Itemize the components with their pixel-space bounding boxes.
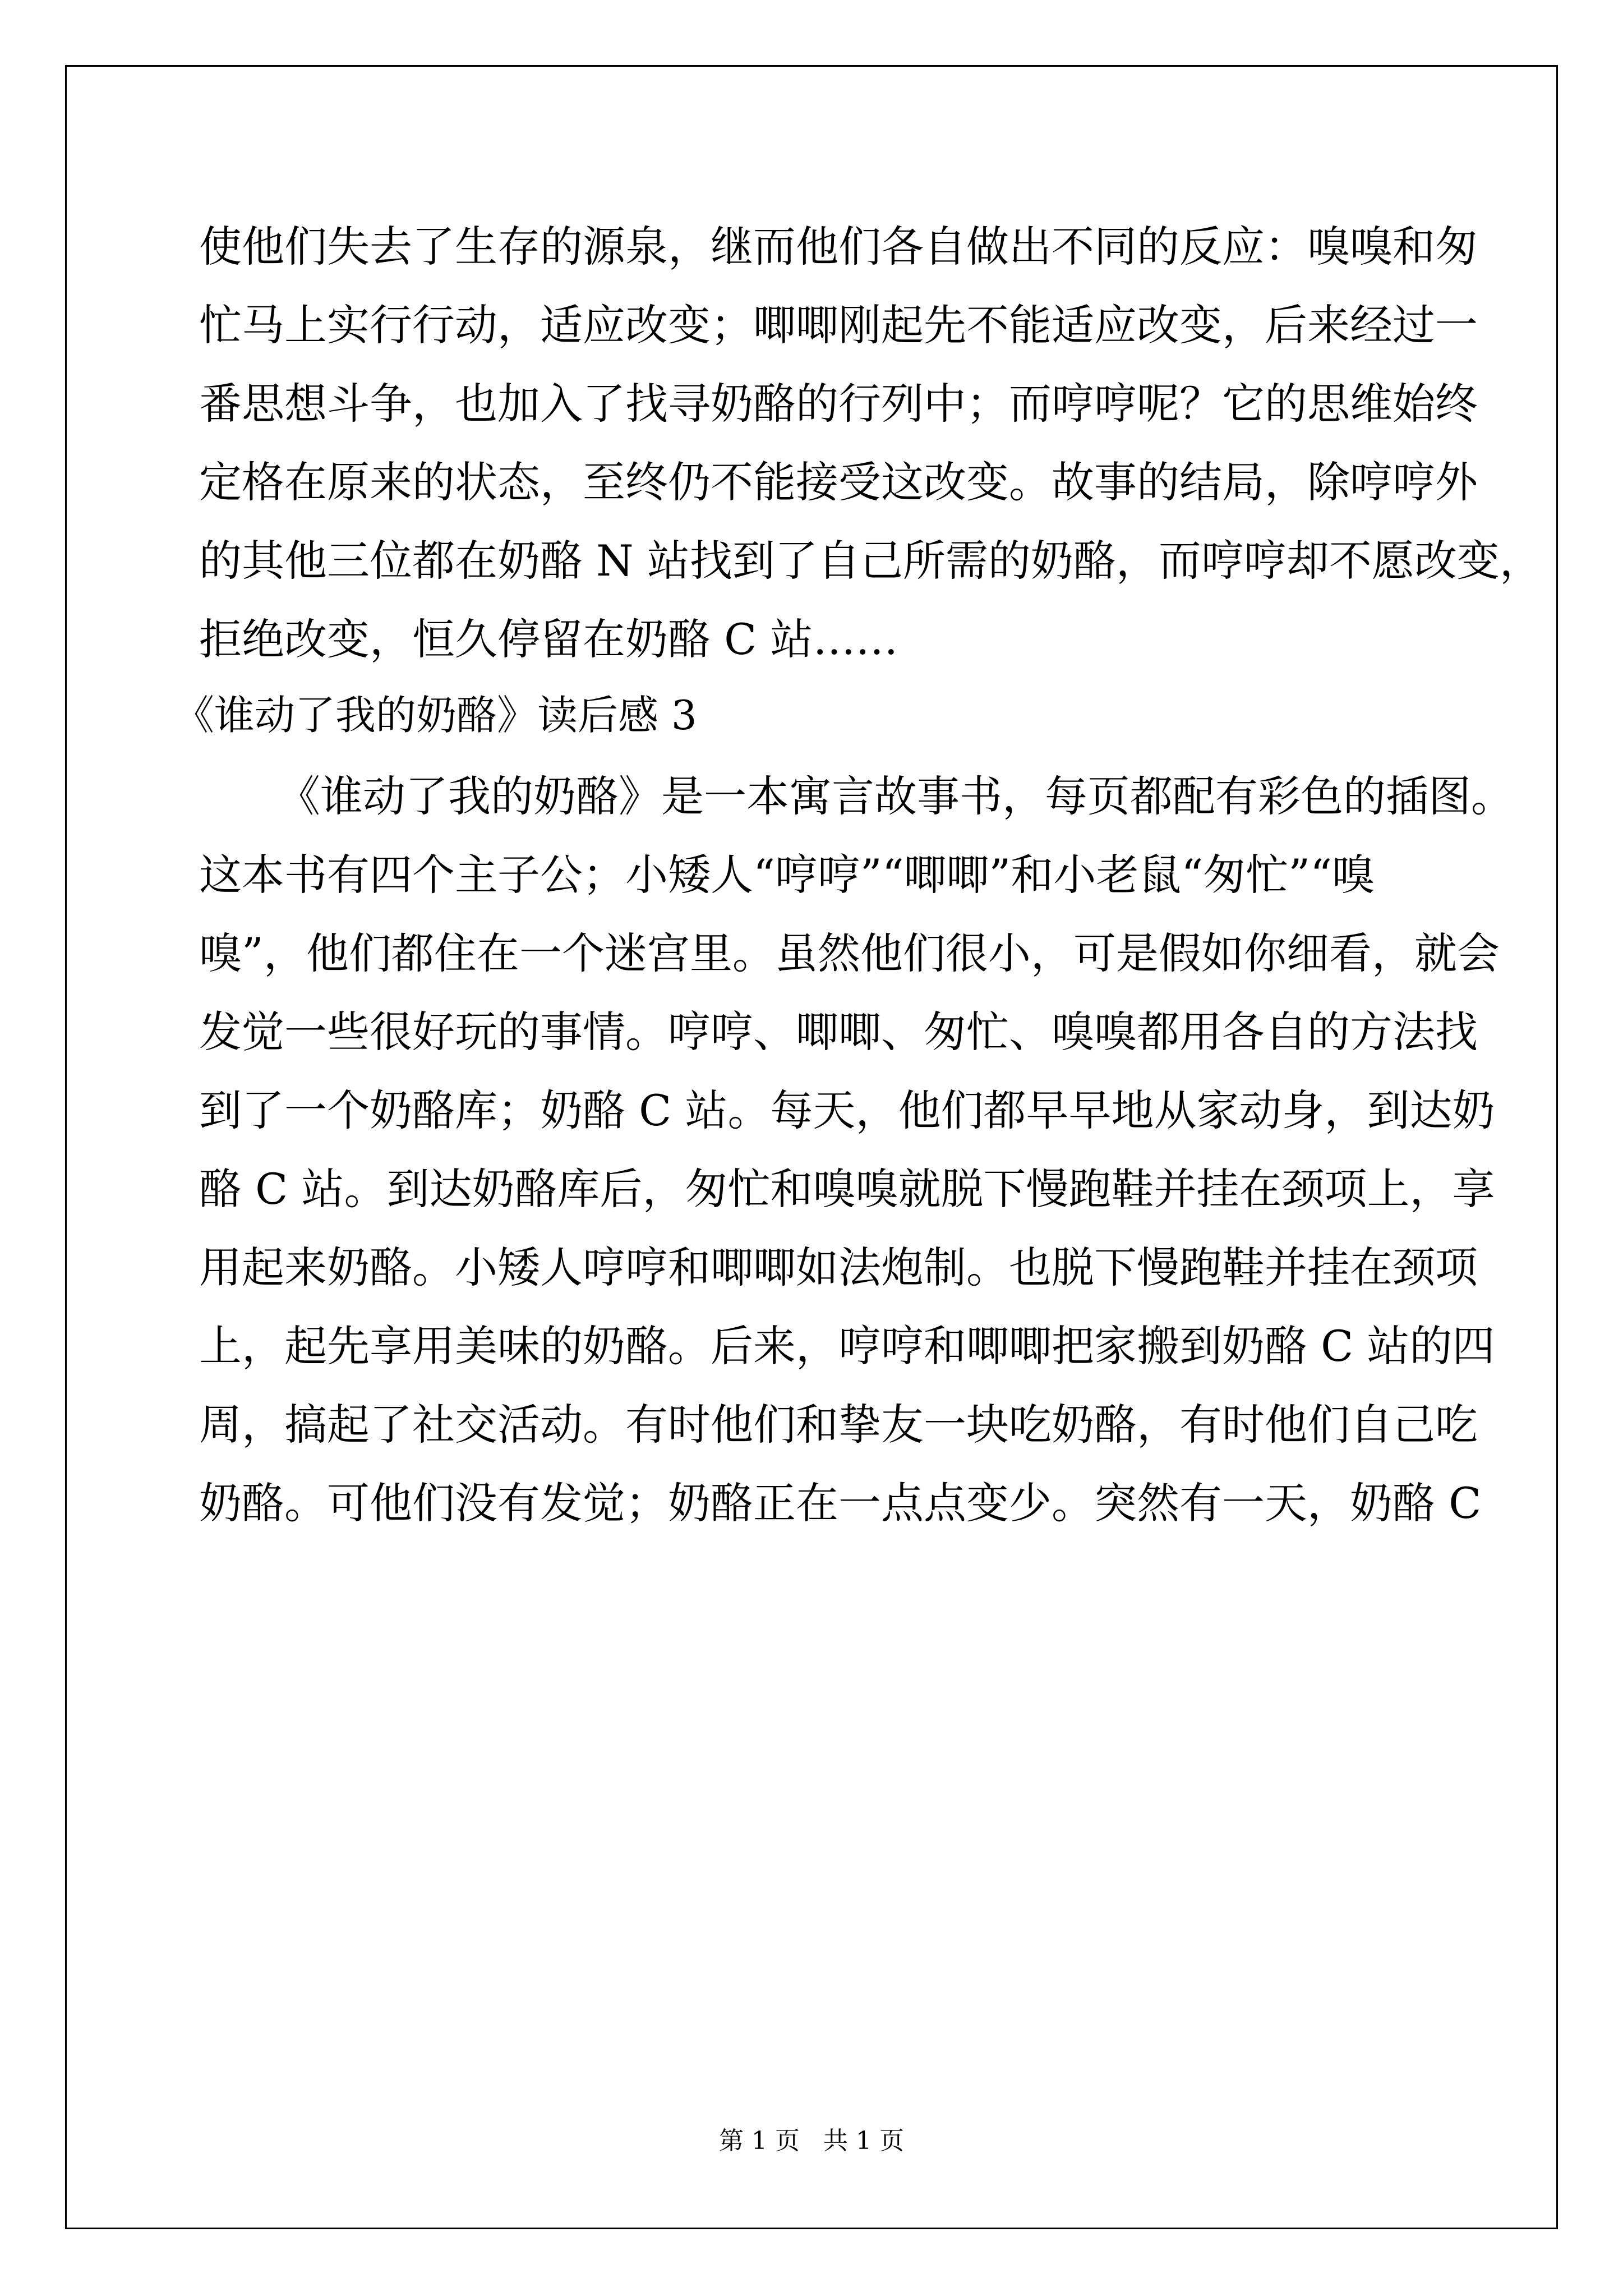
text-line-5: 的其他三位都在奶酪 N 站找到了自己所需的奶酪，而哼哼却不愿改变， <box>199 536 1542 586</box>
paragraph-line-8: 上，起先享用美味的奶酪。后来，哼哼和唧唧把家搬到奶酪 C 站的四 <box>199 1321 1495 1371</box>
text-line-1: 使他们失去了生存的源泉，继而他们各自做出不同的反应：嗅嗅和匆 <box>199 222 1478 272</box>
paragraph-line-5: 到了一个奶酪库；奶酪 C 站。每天，他们都早早地从家动身，到达奶 <box>199 1085 1495 1135</box>
paragraph-line-7: 用起来奶酪。小矮人哼哼和唧唧如法炮制。也脱下慢跑鞋并挂在颈项 <box>199 1243 1478 1292</box>
paragraph-line-9: 周，搞起了社交活动。有时他们和挚友一块吃奶酪，有时他们自己吃 <box>199 1400 1478 1450</box>
text-line-3: 番思想斗争，也加入了找寻奶酪的行列中；而哼哼呢？它的思维始终 <box>199 379 1478 429</box>
page-footer: 第 1 页 共 1 页 <box>719 2127 904 2155</box>
paragraph-line-2: 这本书有四个主子公；小矮人“哼哼”“唧唧”和小老鼠“匆忙”“嗅 <box>199 850 1375 900</box>
text-line-4: 定格在原来的状态，至终仍不能接受这改变。故事的结局，除哼哼外 <box>199 457 1478 507</box>
paragraph-line-1: 《谁动了我的奶酪》是一本寓言故事书，每页都配有彩色的插图。 <box>278 771 1514 821</box>
text-line-6: 拒绝改变，恒久停留在奶酪 C 站…… <box>199 614 898 664</box>
paragraph-line-3: 嗅”，他们都住在一个迷宫里。虽然他们很小，可是假如你细看，就会 <box>199 928 1500 978</box>
section-title: 《谁动了我的奶酪》读后感 3 <box>174 692 697 739</box>
paragraph-line-10: 奶酪。可他们没有发觉；奶酪正在一点点变少。突然有一天，奶酪 C <box>199 1478 1482 1528</box>
paragraph-line-6: 酪 C 站。到达奶酪库后，匆忙和嗅嗅就脱下慢跑鞋并挂在颈项上，享 <box>199 1164 1495 1214</box>
text-line-2: 忙马上实行行动，适应改变；唧唧刚起先不能适应改变，后来经过一 <box>199 300 1478 350</box>
paragraph-line-4: 发觉一些很好玩的事情。哼哼、唧唧、匆忙、嗅嗅都用各自的方法找 <box>199 1007 1478 1057</box>
